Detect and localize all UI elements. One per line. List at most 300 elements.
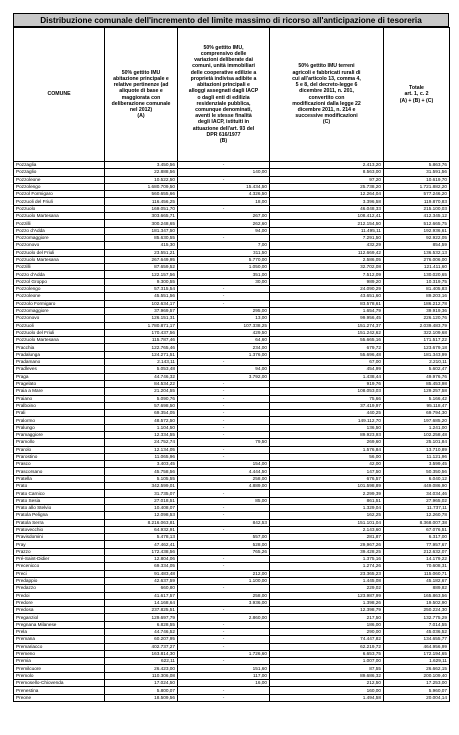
total-cell: 115.060,71 (384, 570, 450, 577)
col-a-cell: 22.888,56 (105, 169, 178, 176)
col-b-cell: - (178, 512, 270, 519)
col-a-cell: 122.157,56 (105, 271, 178, 278)
col-a-cell: 12.334,55 (105, 431, 178, 438)
total-cell: 121.411,60 (384, 264, 450, 271)
col-b-cell: 765,26 (178, 548, 270, 555)
comune-cell: Premia (14, 658, 105, 665)
col-a-cell: 47.462,41 (105, 541, 178, 548)
col-a-cell: 21.204,55 (105, 388, 178, 395)
total-cell: 8.368.007,38 (384, 519, 450, 526)
table-row (14, 359, 450, 366)
col-b-cell: - (178, 402, 270, 409)
table-row (14, 278, 450, 285)
col-b-cell: 234,00 (178, 344, 270, 351)
table-row (14, 388, 450, 395)
col-b-cell: - (178, 504, 270, 511)
total-cell: 77.957,67 (384, 541, 450, 548)
table-row (14, 563, 450, 570)
col-b-cell: 3.792,00 (178, 373, 270, 380)
col-b-cell: 7,00 (178, 242, 270, 249)
comune-cell: Preci (14, 570, 105, 577)
comune-cell: Pracchia (14, 344, 105, 351)
col-b-cell: 85,00 (178, 497, 270, 504)
col-a-cell: 14.168,64 (105, 599, 178, 606)
comune-cell: Pozzo d'Adda (14, 271, 105, 278)
total-cell: 1.721.882,20 (384, 183, 450, 190)
col-c-cell: 108.053,03 (270, 388, 384, 395)
table-row (14, 599, 450, 606)
header-line: deliberazione comunale (111, 100, 171, 107)
col-b-cell: - (178, 395, 270, 402)
total-cell: 181.343,99 (384, 351, 450, 358)
table-row (14, 264, 450, 271)
col-a-cell: 622,11 (105, 658, 178, 665)
total-cell: 215.100,03 (384, 205, 450, 212)
table-row (14, 395, 450, 402)
total-cell: 2.210,11 (384, 359, 450, 366)
col-a-cell: 267.649,95 (105, 256, 178, 263)
col-c-cell: 12.398,79 (270, 607, 384, 614)
col-a-cell: 172.438,56 (105, 548, 178, 555)
col-a-cell: 12.098,53 (105, 512, 178, 519)
table-row (14, 548, 450, 555)
total-cell: 5.166,42 (384, 395, 450, 402)
total-cell: 854,59 (384, 242, 450, 249)
comune-cell: Pozzuolo Martesana (14, 256, 105, 263)
col-a-cell: 1.104,50 (105, 424, 178, 431)
col-a-cell: 402.737,27 (105, 643, 178, 650)
col-b-cell: 140,00 (178, 169, 270, 176)
comune-cell: Pozzuolo Martesana (14, 337, 105, 344)
total-cell: 45.182,67 (384, 577, 450, 584)
comune-cell: Preone (14, 694, 105, 701)
table-row (14, 461, 450, 468)
total-cell: 132.775,29 (384, 614, 450, 621)
table-row (14, 176, 450, 183)
comune-cell: Prato allo Stelvio (14, 504, 105, 511)
col-b-cell: - (178, 636, 270, 643)
col-c-cell: 55.665,16 (270, 337, 384, 344)
col-c-cell: 87,55 (270, 665, 384, 672)
total-cell: 26.662,15 (384, 665, 450, 672)
col-c-cell: 8.563,00 (270, 169, 384, 176)
table-row (14, 417, 450, 424)
col-a-cell: 5.478,13 (105, 534, 178, 541)
comune-cell: Pragelato (14, 380, 105, 387)
comune-cell: Pozzilli (14, 220, 105, 227)
header-line: (C) (322, 119, 331, 126)
col-a-cell: 18.509,56 (105, 694, 178, 701)
col-c-cell: 11.495,11 (270, 227, 384, 234)
table-row (14, 198, 450, 205)
distribution-table (13, 27, 450, 702)
col-b-cell: 311,50 (178, 249, 270, 256)
header-line: Totale (409, 85, 424, 92)
col-c-cell: 83.578,61 (270, 300, 384, 307)
col-b-cell: - (178, 621, 270, 628)
total-cell: 31.591,56 (384, 169, 450, 176)
table-row (14, 592, 450, 599)
comune-cell: Pray (14, 541, 105, 548)
col-a-cell: 17.024,50 (105, 680, 178, 687)
total-cell: 322.109,68 (384, 329, 450, 336)
table-row (14, 242, 450, 249)
col-a-cell: 91.483,48 (105, 570, 178, 577)
table-row (14, 337, 450, 344)
col-a-cell: 560.655,66 (105, 191, 178, 198)
col-a-cell: 12.804,06 (105, 556, 178, 563)
table-row (14, 534, 450, 541)
total-cell: 172.194,65 (384, 650, 450, 657)
col-c-cell: 99.956,45 (270, 315, 384, 322)
col-b-cell: 4.326,50 (178, 191, 270, 198)
comune-cell: Praga (14, 373, 105, 380)
comune-cell: Pozzomaggiore (14, 307, 105, 314)
table-row (14, 468, 450, 475)
col-a-cell: 3.450,56 (105, 162, 178, 169)
header-line: modificazioni dalla legge 22 (292, 100, 361, 107)
total-cell: 10.619,70 (384, 176, 450, 183)
comune-cell: Prasco (14, 461, 105, 468)
header-line: maggiorata con (121, 94, 161, 101)
header-line: variazioni deliberate dai (194, 57, 253, 64)
col-a-cell: 10.522,50 (105, 176, 178, 183)
table-row (14, 694, 450, 701)
comune-cell: Prazzo (14, 548, 105, 555)
data-sheet (13, 13, 449, 702)
total-cell: 50.350,56 (384, 468, 450, 475)
col-c-cell: 75,66 (270, 395, 384, 402)
col-b-cell: 16,00 (178, 680, 270, 687)
col-a-cell: 1.680.709,50 (105, 183, 178, 190)
total-cell: 81.405,83 (384, 286, 450, 293)
col-a-cell: 5.105,55 (105, 475, 178, 482)
col-b-cell: - (178, 176, 270, 183)
col-c-cell: 29,967,26 (270, 541, 384, 548)
comune-cell: Pozzaglia (14, 162, 105, 169)
col-a-cell: 303.665,71 (105, 213, 178, 220)
col-b-cell: 64,60 (178, 337, 270, 344)
col-a-cell: 87.659,52 (105, 264, 178, 271)
col-c-cell: 151.242,62 (270, 329, 384, 336)
comune-cell: Pralormo (14, 417, 105, 424)
col-b-cell: 262,60 (178, 220, 270, 227)
col-c-cell: 1.494,58 (270, 694, 384, 701)
header-line: degli IACP, istituiti in (197, 119, 250, 126)
col-a-cell: 8.216.063,81 (105, 519, 178, 526)
col-c-cell: 24.090,29 (270, 286, 384, 293)
col-b-cell: - (178, 453, 270, 460)
col-a-cell: 24.752,74 (105, 439, 178, 446)
col-b-cell: 30,00 (178, 278, 270, 285)
col-b-cell: 351,00 (178, 271, 270, 278)
header-line: abitazione principale e (113, 75, 169, 82)
total-cell: 134.655,77 (384, 636, 450, 643)
total-cell: 123.679,18 (384, 344, 450, 351)
table-row (14, 680, 450, 687)
table-row (14, 541, 450, 548)
header-line: agricoli e fabbricati rurali di (292, 69, 361, 76)
col-c-cell: 1.445,08 (270, 577, 384, 584)
table-row (14, 220, 450, 227)
col-c-cell: 229,02 (270, 585, 384, 592)
table-row (14, 431, 450, 438)
comune-cell: Predore (14, 599, 105, 606)
table-row (14, 191, 450, 198)
comune-cell: Pozzomaggiore (14, 234, 105, 241)
table-row (14, 205, 450, 212)
col-b-cell: - (178, 687, 270, 694)
col-a-cell: 5.090,76 (105, 395, 178, 402)
col-c-cell: 1.654,79 (270, 307, 384, 314)
table-row (14, 424, 450, 431)
col-a-cell: 415,30 (105, 242, 178, 249)
col-c-cell: 989,20 (270, 278, 384, 285)
table-row (14, 577, 450, 584)
col-a-cell: 27.018,51 (105, 497, 178, 504)
comune-cell: Praiano (14, 395, 105, 402)
header-line: aventi le stesse finalità (195, 113, 252, 120)
col-a-cell: 57.698,50 (105, 402, 178, 409)
comune-cell: Pravisdomini (14, 534, 105, 541)
col-a-cell: 110.306,08 (105, 672, 178, 679)
col-b-cell: - (178, 607, 270, 614)
col-b-cell: - (178, 417, 270, 424)
total-cell: 7.014,55 (384, 621, 450, 628)
comune-cell: Premolo (14, 672, 105, 679)
col-a-cell: 57.315,54 (105, 286, 178, 293)
col-c-cell: 89.686,32 (270, 672, 384, 679)
table-row (14, 300, 450, 307)
comune-cell: Pratovecchio (14, 526, 105, 533)
table-row (14, 169, 450, 176)
table-row (14, 665, 450, 672)
table-row (14, 315, 450, 322)
total-cell: 412.345,12 (384, 213, 450, 220)
comune-cell: Pramaggiore (14, 431, 105, 438)
col-b-cell: - (178, 490, 270, 497)
col-b-cell: - (178, 162, 270, 169)
col-b-cell: 5.770,00 (178, 256, 270, 263)
col-a-cell: 10.408,07 (105, 504, 178, 511)
comune-cell: Pré-Saint-Didier (14, 556, 105, 563)
col-b-cell: 258,00 (178, 592, 270, 599)
table-row (14, 636, 450, 643)
total-cell: 1.241,00 (384, 424, 450, 431)
col-c-cell: 676,57 (270, 475, 384, 482)
col-c-cell: 1.576,84 (270, 446, 384, 453)
total-cell: 186.212,78 (384, 300, 450, 307)
comune-cell: Pratola Peligna (14, 512, 105, 519)
header-line: residenziale pubblica, (196, 100, 251, 107)
header-row (14, 28, 450, 162)
col-a-cell: 69.354,05 (105, 410, 178, 417)
col-c-cell: 136,50 (270, 424, 384, 431)
col-b-cell: 94,00 (178, 366, 270, 373)
header-line: alloggi assegnati dagli IACP (188, 88, 259, 95)
total-cell: 25.101,84 (384, 439, 450, 446)
total-cell: 27.965,02 (384, 497, 450, 504)
header-line: comuni, unità immobiliari (192, 63, 255, 70)
total-cell: 200.109,40 (384, 672, 450, 679)
comune-cell: Pratella (14, 475, 105, 482)
col-a-cell: 181.347,50 (105, 227, 178, 234)
col-b-cell: 2.860,00 (178, 614, 270, 621)
col-a-cell: 64.932,91 (105, 526, 178, 533)
col-b-cell: - (178, 629, 270, 636)
comune-cell: Pozzol Groppo (14, 278, 105, 285)
table-row (14, 490, 450, 497)
header-line: successive modificazioni (295, 113, 358, 120)
col-c-cell: 39.428,25 (270, 548, 384, 555)
col-a-cell: 45.758,56 (105, 468, 178, 475)
comune-cell: Prarolo (14, 446, 105, 453)
comune-cell: Pozzaglio (14, 169, 105, 176)
header-line: comunque denominati, (195, 106, 252, 113)
comune-cell: Praia a Mare (14, 388, 105, 395)
comune-cell: Predappio (14, 577, 105, 584)
col-c-cell: 1.398,26 (270, 599, 384, 606)
comune-cell: Preganziol (14, 614, 105, 621)
comune-cell: Pramollo (14, 439, 105, 446)
col-a-cell: 124.271,51 (105, 351, 178, 358)
col-b-cell: - (178, 585, 270, 592)
comune-cell: Prali (14, 410, 105, 417)
total-cell: 136.532,13 (384, 249, 450, 256)
total-cell: 449.086,90 (384, 483, 450, 490)
total-cell: 11.737,11 (384, 504, 450, 511)
comune-cell: Prato (14, 483, 105, 490)
col-a-cell: 169.051,70 (105, 205, 178, 212)
table-row (14, 286, 450, 293)
col-c-cell: 62.219,72 (270, 643, 384, 650)
col-a-cell: 163.814,30 (105, 650, 178, 657)
total-cell: 129.257,58 (384, 388, 450, 395)
comune-cell: Pozzuoli (14, 322, 105, 329)
col-b-cell: 4.889,00 (178, 483, 270, 490)
col-b-cell: 15.434,50 (178, 183, 270, 190)
col-c-cell: 55.696,48 (270, 351, 384, 358)
table-row (14, 556, 450, 563)
col-b-cell: - (178, 300, 270, 307)
table-row (14, 672, 450, 679)
header-line: (A) (137, 113, 145, 120)
comune-cell: Prela (14, 629, 105, 636)
col-b-cell: - (178, 526, 270, 533)
comune-cell: Precenicco (14, 563, 105, 570)
col-b-cell: 4.444,50 (178, 468, 270, 475)
col-a-cell: 23.551,21 (105, 249, 178, 256)
comune-cell: Pradleves (14, 366, 105, 373)
col-b-cell: - (178, 658, 270, 665)
total-cell: 17.253,00 (384, 680, 450, 687)
col-c-cell: 12.264,04 (270, 191, 384, 198)
col-b-cell: - (178, 424, 270, 431)
table-row (14, 410, 450, 417)
col-c-cell: 151.101,04 (270, 519, 384, 526)
col-c-cell: 440,25 (270, 410, 384, 417)
comune-cell: Prascorsano (14, 468, 105, 475)
col-b-cell: - (178, 388, 270, 395)
col-a-cell: 300.248,65 (105, 220, 178, 227)
col-c-cell: 281,87 (270, 534, 384, 541)
total-cell: 197.685,20 (384, 417, 450, 424)
col-c-cell: 43.651,60 (270, 293, 384, 300)
col-c-cell: 3.396,58 (270, 198, 384, 205)
col-c-cell: 2.413,20 (270, 162, 384, 169)
header-line: proprietà indivisa adibite a (190, 75, 257, 82)
comune-cell: Premana (14, 636, 105, 643)
col-b-cell: - (178, 643, 270, 650)
table-row (14, 607, 450, 614)
table-body (14, 162, 450, 702)
col-c-cell: 217,50 (270, 614, 384, 621)
table-row (14, 293, 450, 300)
table-row (14, 658, 450, 665)
col-b-cell: 295,00 (178, 307, 270, 314)
comune-cell: Pregnana Milanese (14, 621, 105, 628)
comune-cell: Pozzoleone (14, 176, 105, 183)
total-cell: 464.956,99 (384, 643, 450, 650)
header-line: delle cooperative edilizie a (190, 69, 257, 76)
total-cell: 20.004,14 (384, 694, 450, 701)
total-cell: 12.260,78 (384, 512, 450, 519)
col-a-cell: 12.134,05 (105, 446, 178, 453)
col-a-cell: 3.403,45 (105, 461, 178, 468)
total-cell: 5.960,07 (384, 687, 450, 694)
table-row (14, 475, 450, 482)
col-b-cell: 154,00 (178, 461, 270, 468)
total-cell: 1.629,11 (384, 658, 450, 665)
total-cell: 89.203,16 (384, 293, 450, 300)
col-c-cell: 1.329,04 (270, 504, 384, 511)
comune-cell: Predosa (14, 607, 105, 614)
table-row (14, 256, 450, 263)
comune-cell: Pozzonovo (14, 242, 105, 249)
table-row (14, 650, 450, 657)
header-line: abitazioni principali e (197, 82, 250, 89)
table-row (14, 526, 450, 533)
col-b-cell: - (178, 293, 270, 300)
comune-cell: Premariacco (14, 643, 105, 650)
col-c-cell: 290,00 (270, 629, 384, 636)
total-cell: 5.863,76 (384, 162, 450, 169)
col-b-cell: - (178, 431, 270, 438)
total-cell: 39.919,36 (384, 307, 450, 314)
col-a-cell: 26.423,00 (105, 665, 178, 672)
total-cell: 6.317,00 (384, 534, 450, 541)
col-b-cell: 1.376,00 (178, 351, 270, 358)
comune-cell: Pozzolengo (14, 286, 105, 293)
comune-cell: Predazzo (14, 585, 105, 592)
col-b-cell: 429,50 (178, 329, 270, 336)
col-a-cell: 342.599,01 (105, 483, 178, 490)
total-cell: 49.976,76 (384, 373, 450, 380)
header-line: dicembre 2011, n. 201, (299, 88, 354, 95)
col-b-cell: 3.936,00 (178, 599, 270, 606)
header-line: 50% gettito IMU, (203, 44, 244, 51)
total-cell: 19.502,90 (384, 599, 450, 606)
col-c-cell: 7.291,50 (270, 234, 384, 241)
col-a-cell: 42.637,59 (105, 577, 178, 584)
col-b-cell: 151,60 (178, 665, 270, 672)
comune-cell: Pozzonovo (14, 315, 105, 322)
col-b-cell: - (178, 205, 270, 212)
comune-cell: Pozzuoli del Friuli (14, 198, 105, 205)
total-cell: 577.246,20 (384, 191, 450, 198)
col-c-cell: 67,00 (270, 359, 384, 366)
table-row (14, 271, 450, 278)
